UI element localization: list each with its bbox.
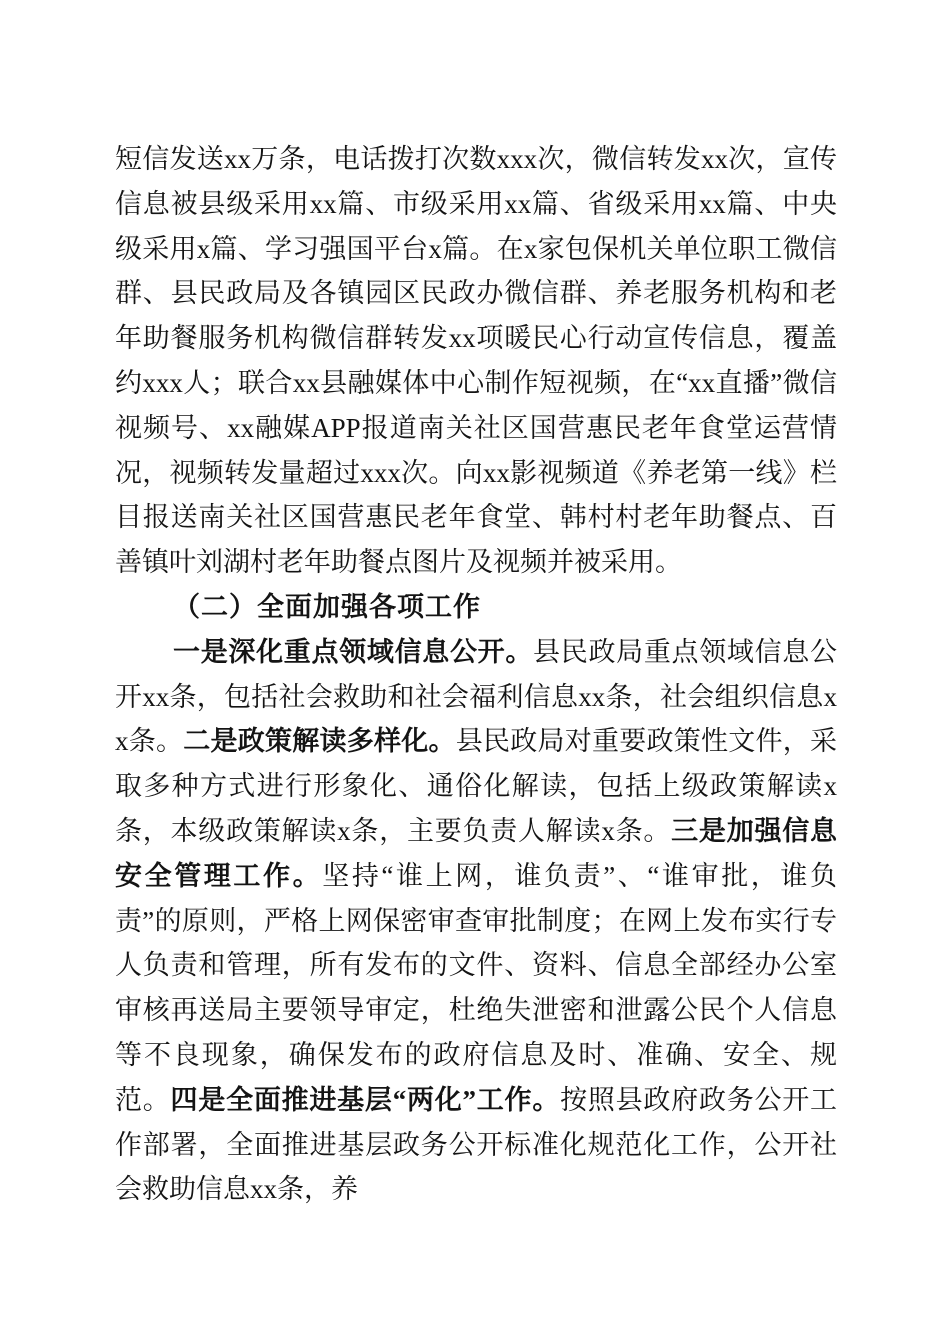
text-run: 按照县政府政务公开工作部署，全面推进基层政务公开标准化规范化工作，公开社会救助信息xx条，养 bbox=[115, 1084, 838, 1205]
section-heading-text: （二）全面加强各项工作 bbox=[173, 591, 481, 622]
body-paragraph bbox=[115, 630, 837, 1212]
lead-in-phrase-1: 一是深化重点领域信息公开。 bbox=[173, 636, 534, 667]
body-paragraph-continuation bbox=[115, 137, 837, 585]
lead-in-phrase-4: 四是全面推进基层“两化”工作。 bbox=[170, 1084, 561, 1115]
text-run: 县民政局对重要政策性文件，采取多种方式进行形象化、通俗化解读，包括上级政策解读x条，本级政策解读x条，主要负责人解读x条。 bbox=[115, 726, 837, 846]
lead-in-phrase-2: 二是政策解读多样化。 bbox=[183, 726, 456, 757]
lead-in-phrase-3: 三是加强信息安全管理工作。 bbox=[115, 815, 838, 891]
section-heading bbox=[115, 585, 837, 630]
text-run: 坚持“谁上网，谁负责”、“谁审批，谁负责”的原则，严格上网保密审查审批制度；在网上发布实行专人负责和管理，所有发布的文件、资料、信息全部经办公室审核再送局主要领导审定，杜绝失泄密和泄露公民个人信息等不良现象，确保发布的政府信息及时、准确、安全、规范。 bbox=[115, 860, 838, 1115]
text-run: 短信发送xx万条，电话拨打次数xxx次，微信转发xx次，宣传信息被县级采用xx篇、市级采用xx篇、省级采用xx篇、中央级采用x篇、学习强国平台x篇。在x家包保机关单位职工微信群、县民政局及各镇园区民政办微信群、养老服务机构和老年助餐服务机构微信群转发xx项暖民心行动宣传信息，覆盖约xxx人；联合xx县融媒体中心制作短视频，在“xx直播”微信视频号、xx融媒APP报道南关社区国营惠民老年食堂运营情况，视频转发量超过xxx次。向xx影视频道《养老第一线》栏目报送南关社区国营惠民老年食堂、韩村村老年助餐点、百善镇叶刘湖村老年助餐点图片及视频并被采用。 bbox=[115, 144, 837, 578]
text-run: 县民政局重点领域信息公开xx条，包括社会救助和社会福利信息xx条，社会组织信息xx条。 bbox=[115, 636, 838, 757]
document-page bbox=[115, 137, 837, 1212]
